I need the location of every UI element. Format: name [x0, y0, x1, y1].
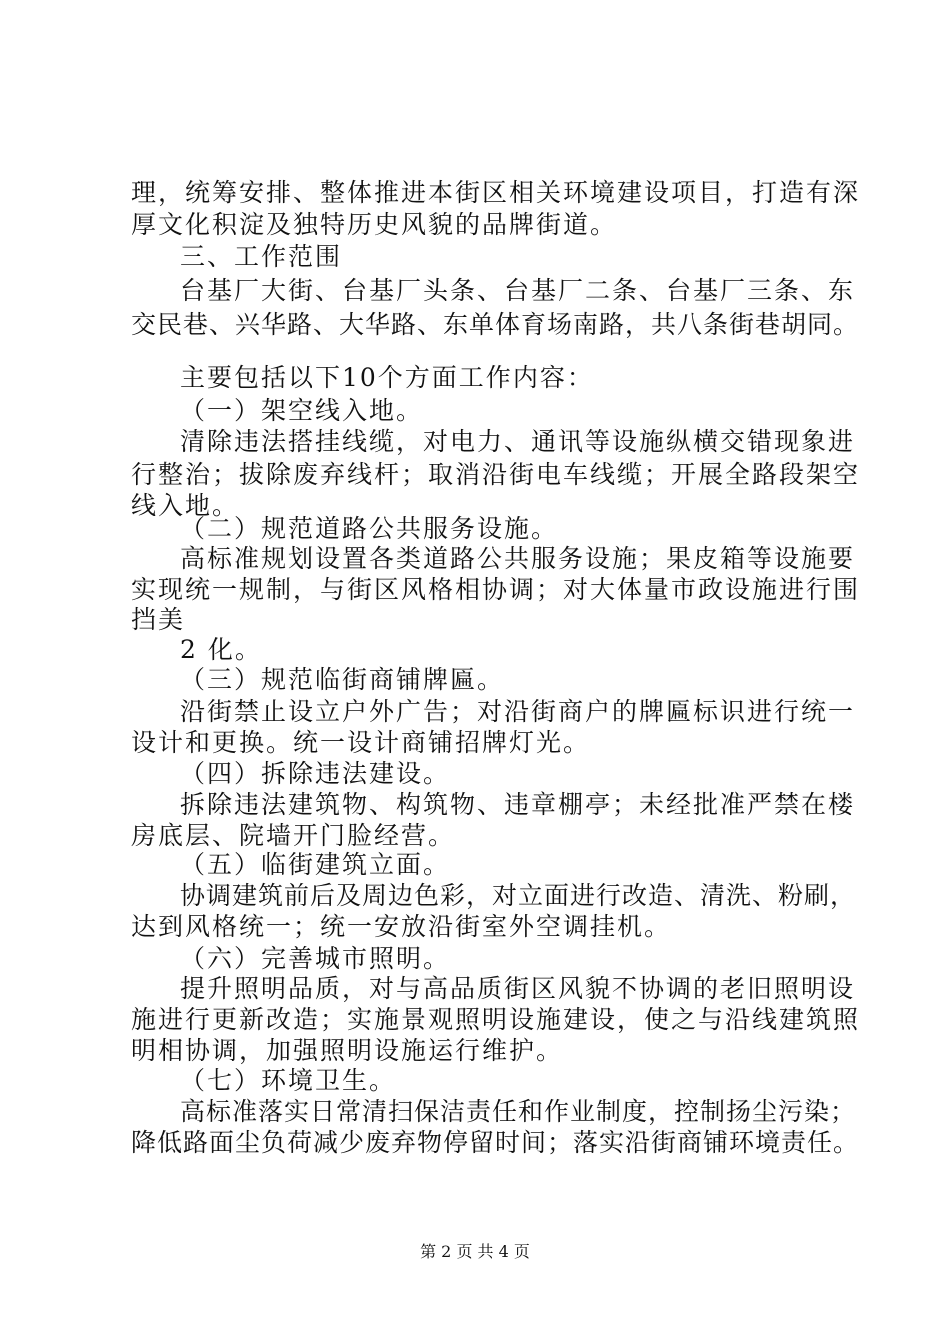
body-text-line: 2 化。 — [180, 635, 262, 664]
body-text-line: 协调建筑前后及周边色彩，对立面进行改造、清洗、粉刷， — [180, 881, 857, 910]
body-text-line: 明相协调，加强照明设施运行维护。 — [131, 1036, 564, 1065]
body-text-line: 台基厂大街、台基厂头条、台基厂二条、台基厂三条、东 — [180, 276, 856, 305]
subsection-heading: （七）环境卫生。 — [180, 1066, 397, 1095]
body-text-line: 线入地。 — [131, 491, 240, 520]
subsection-heading: （四）拆除违法建设。 — [180, 759, 451, 788]
body-text-line: 拆除违法建筑物、构筑物、违章棚亭；未经批准严禁在楼 — [180, 790, 856, 819]
body-text-line: 挡美 — [131, 605, 186, 634]
body-text-line: 行整治；拔除废弃线杆；取消沿街电车线缆；开展全路段架空 — [131, 460, 861, 489]
body-text-line: 清除违法搭挂线缆，对电力、通讯等设施纵横交错现象进 — [180, 427, 856, 456]
body-text-line: 实现统一规制，与街区风格相协调；对大体量市政设施进行围 — [131, 575, 861, 604]
body-text-line: 达到风格统一；统一安放沿街室外空调挂机。 — [131, 912, 672, 941]
subsection-heading: （一）架空线入地。 — [180, 396, 424, 425]
body-text-line: 交民巷、兴华路、大华路、东单体育场南路，共八条街巷胡同。 — [131, 310, 860, 339]
subsection-heading: （二）规范道路公共服务设施。 — [180, 514, 559, 543]
body-text-line: 施进行更新改造；实施景观照明设施建设，使之与沿线建筑照 — [131, 1005, 861, 1034]
body-text-line: 高标准落实日常清扫保洁责任和作业制度，控制扬尘污染； — [180, 1097, 857, 1126]
body-text-line: 沿街禁止设立户外广告；对沿街商户的牌匾标识进行统一 — [180, 697, 856, 726]
body-text-line: 主要包括以下10个方面工作内容： — [180, 363, 594, 392]
section-heading: 三、工作范围 — [180, 242, 343, 271]
subsection-heading: （五）临街建筑立面。 — [180, 850, 451, 879]
body-text-line: 设计和更换。统一设计商铺招牌灯光。 — [131, 728, 591, 757]
body-text-line: 降低路面尘负荷减少废弃物停留时间；落实沿街商铺环境责任。 — [131, 1128, 860, 1157]
page-footer: 第 2 页 共 4 页 — [420, 1242, 530, 1261]
body-text-line: 理，统筹安排、整体推进本街区相关环境建设项目，打造有深 — [131, 178, 861, 207]
subsection-heading: （六）完善城市照明。 — [180, 944, 451, 973]
body-text-line: 高标准规划设置各类道路公共服务设施；果皮箱等设施要 — [180, 544, 856, 573]
body-text-line: 房底层、院墙开门脸经营。 — [131, 821, 456, 850]
body-text-line: 厚文化积淀及独特历史风貌的品牌街道。 — [131, 210, 618, 239]
body-text-line: 提升照明品质，对与高品质街区风貌不协调的老旧照明设 — [180, 974, 856, 1003]
subsection-heading: （三）规范临街商铺牌匾。 — [180, 665, 505, 694]
